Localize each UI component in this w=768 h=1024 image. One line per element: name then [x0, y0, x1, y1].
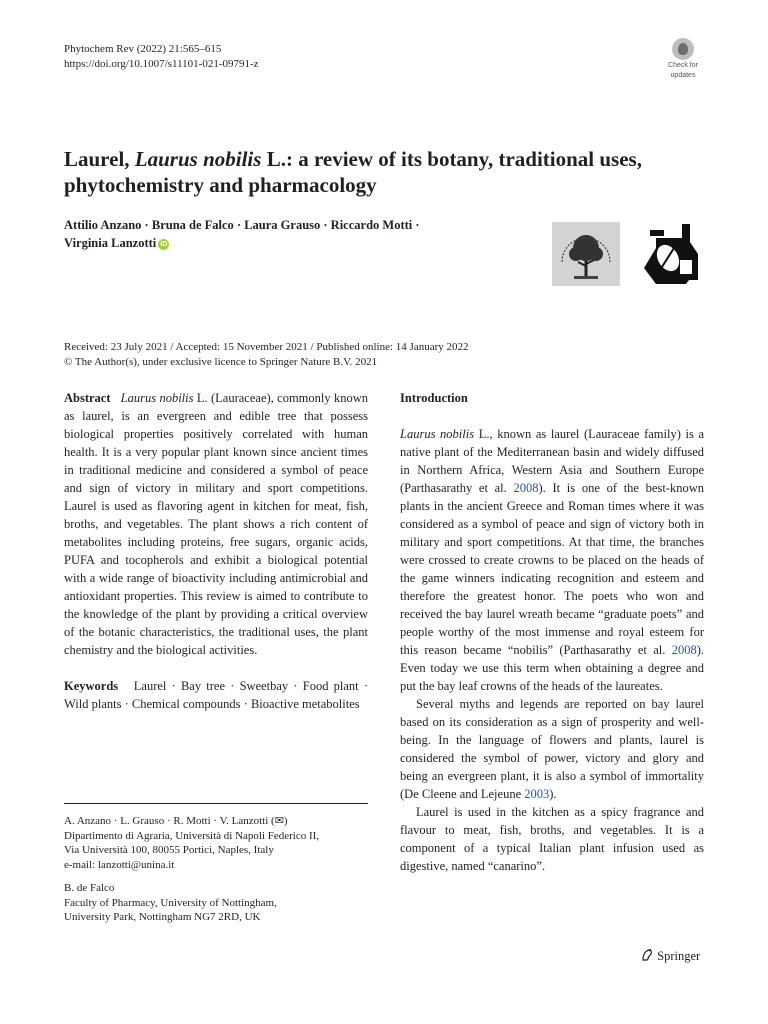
reference-link[interactable]: 2008: [513, 481, 539, 495]
introduction-heading: Introduction: [400, 391, 468, 405]
affiliation-2-dept: Faculty of Pharmacy, University of Nottingham,: [64, 896, 277, 909]
intro-paragraph-1: [400, 425, 704, 695]
affiliation-1-address: Via Università 100, 80055 Portici, Naples, Italy: [64, 844, 274, 856]
keywords-label: Keywords: [64, 679, 119, 693]
intro-p1-text-b: ). It is one of the best-known plants in the ancient Greece and Roman times where it was considered as a symbol of peace and sign of victory both in military and sport competitions. At that time, the branches were crossed to create crowns to be placed on the heads of the game winners indicating recognition and esteem and therefore the greatest honor. The poets who won and received the bay laurel wreath became “graduate poets” and people worthy of the most immense and royal esteem for this reason became “nobilis” (Parthasarathy et al.: [400, 481, 704, 657]
check-updates-label-2: updates: [670, 72, 696, 79]
reference-link[interactable]: 2003: [524, 787, 550, 801]
author-list: [64, 216, 534, 252]
author-lanzotti: Virginia Lanzotti: [64, 236, 157, 250]
affiliation-divider: [64, 803, 368, 804]
authors-line-1: Attilio Anzano · Bruna de Falco · Laura Grauso · Riccardo Motti ·: [64, 218, 420, 232]
doi-link[interactable]: https://doi.org/10.1007/s11101-021-09791-z: [64, 58, 259, 70]
title-part-1: Laurel,: [64, 147, 135, 171]
intro-paragraph-2: [400, 695, 704, 803]
abstract: [64, 389, 368, 659]
right-column: [400, 389, 704, 875]
journal-flask-leaf-logo: [638, 220, 704, 286]
copyright-notice: © The Author(s), under exclusive licence to Springer Nature B.V. 2021: [64, 356, 378, 368]
keywords-text: Laurel · Bay tree · Sweetbay · Food plant · Wild plants · Chemical compounds · Bioactive metabolites: [64, 679, 369, 711]
title-species: Laurus nobilis: [134, 147, 262, 171]
phytochemical-society-logo: [552, 222, 620, 286]
corresponding-email[interactable]: e-mail: lanzotti@unina.it: [64, 858, 175, 871]
affiliation-2-address: University Park, Nottingham NG7 2RD, UK: [64, 911, 261, 923]
springer-logo: [640, 947, 700, 965]
keywords: [64, 677, 368, 713]
intro-p2-text-b: ).: [549, 787, 557, 801]
check-for-updates-badge[interactable]: [660, 38, 706, 78]
title-part-2: L.: a review of its botany, traditional uses, phytochemistry and pharmacology: [64, 147, 642, 197]
reference-link[interactable]: 2008: [671, 643, 697, 657]
intro-paragraph-3: Laurel is used in the kitchen as a spicy fragrance and flavour to meat, fish, broths, and vegetables. It is a component of a typical Italian plant infusion used as digestive, named “canarino”.: [400, 805, 704, 873]
springer-horse-icon: [640, 948, 654, 962]
journal-citation: Phytochem Rev (2022) 21:565–615: [64, 43, 222, 55]
affiliation-2: [64, 881, 368, 925]
article-title: [64, 146, 684, 198]
left-column: [64, 389, 368, 713]
affiliation-1-names: A. Anzano · L. Grauso · R. Motti · V. Lanzotti (✉): [64, 815, 288, 827]
check-updates-label-1: Check for: [668, 62, 698, 69]
authors-line-2: [64, 234, 534, 252]
intro-species: Laurus nobilis: [400, 427, 475, 441]
abstract-label: Abstract: [64, 391, 111, 405]
publication-dates: [64, 340, 704, 370]
abstract-text: L. (Lauraceae), commonly known as laurel, is an evergreen and edible tree that possess biological properties positively correlated with human health. It is a very popular plant known since ancient times in traditional medicine and considered a symbol of peace and sign of victory in military and sport competitions. Laurel is used as flavoring agent in kitchen for meat, fish, broths, and vegetables. The plant shows a rich content of metabolites including proteins, free sugars, organic acids, PUFA and tocopherols and exhibit a biological potential with a wide range of bioactivity including antimicrobial and antioxidant properties. This review is aimed to contribute to the knowledge of the plant by providing a critical overview of the botanic characteristics, the traditional uses, the plant chemistry and the biological activities.: [64, 391, 369, 657]
intro-p1-text-a: L., known as laurel (Lauraceae family) is a native plant of the Mediterranean basin and widely diffused in Northern Africa, Western Asia and Southern Europe (Parthasarathy et al.: [400, 427, 704, 495]
affiliation-2-names: B. de Falco: [64, 882, 115, 894]
journal-header: [64, 42, 259, 72]
received-accepted-dates: Received: 23 July 2021 / Accepted: 15 November 2021 / Published online: 14 January 2022: [64, 341, 469, 353]
bookmark-icon: [672, 38, 694, 60]
intro-p1-text-c: ). Even today we use this term when obtaining a degree and put the bay leaf crowns of the heads of the laureates.: [400, 643, 704, 693]
publisher-name: Springer: [657, 949, 701, 963]
orcid-icon[interactable]: iD: [160, 240, 168, 248]
affiliation-1: [64, 814, 368, 872]
abstract-species: Laurus nobilis: [120, 391, 194, 405]
affiliation-1-dept: Dipartimento di Agraria, Università di Napoli Federico II,: [64, 829, 320, 842]
intro-p2-text-a: Several myths and legends are reported on bay laurel based on its consideration as a sign of prosperity and well-being. In the language of flowers and plants, laurel is considered the symbol of power, victory and glory and being an evergreen plant, it is also a symbol of immortality (De Cleene and Lejeune: [400, 697, 704, 801]
